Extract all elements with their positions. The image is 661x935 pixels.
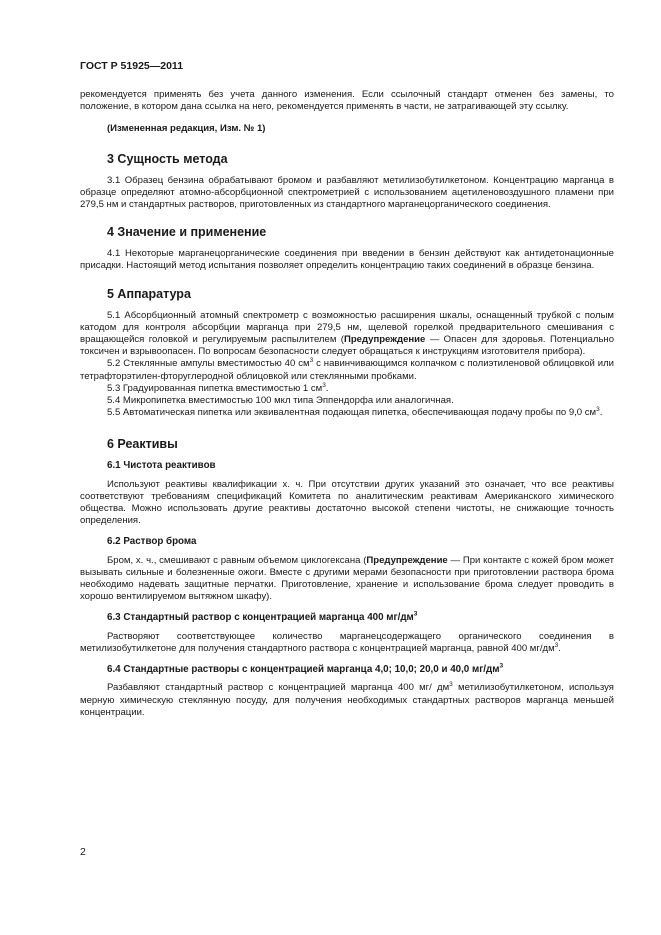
section-6-title: 6 Реактивы: [107, 437, 178, 452]
document-body: [80, 89, 614, 719]
section-5-5: 5.5 Автоматическая пипетка или эквивалентная подающая пипетка, обеспечивающая подачу пробы по 9,0 $см^3$.: [107, 406, 603, 419]
section-6-2-title: 6.2 Раствор брома: [107, 536, 197, 548]
section-5-1: 5.1 Абсорбционный атомный спектрометр с возможностью расширения шкалы, оснащенный трубкой с полым катодом для контроля абсорбции марганца при 279,5 нм, щелевой горелкой предварительного смешивания с вращающейся головкой и регулируемым распылителем (Предупреждение — Опасен для здоровья. Потенциально токсичен и взрывоопасен. По вопросам безопасности следует обращаться к инструкциям изготовителя прибора).: [80, 309, 614, 358]
page-number: 2: [80, 846, 86, 858]
section-6-1-title: 6.1 Чистота реактивов: [107, 460, 216, 472]
section-4-title: 4 Значение и применение: [107, 225, 267, 240]
section-6-3-title: 6.3 Стандартный раствор с концентрацией марганца 400 $мг/дм^3$: [107, 611, 418, 624]
section-5-title: 5 Аппаратура: [107, 286, 191, 301]
section-3-title: 3 Сущность метода: [107, 151, 228, 166]
section-5-2: 5.2 Стеклянные ампулы вместимостью 40 $см^3$ с навинчивающимся колпачком с полиэтиленовой облицовкой или тетрафторэтилен-фторуглеродной облицовкой или стеклянными пробками.: [80, 357, 614, 382]
section-6-3-text: Растворяют соответствующее количество марганецсодержащего органического соединения в метилизобутилкетоне для получения стандартного раствора с концентрацией марганца, равной 400 $мг/дм^3$.: [80, 630, 614, 654]
section-4-1: 4.1 Некоторые марганецорганические соединения при введении в бензин действуют как антидетонационные присадки. Настоящий метод испытания позволяет определить концентрацию таких соединений в образце бензина.: [80, 248, 614, 272]
document-header: ГОСТ Р 51925—2011: [80, 60, 184, 72]
section-6-4-title: 6.4 Стандартные растворы с концентрацией марганца 4,0; 10,0; 20,0 и 40,0 $мг/дм^3$: [107, 662, 504, 676]
section-5-3: 5.3 Градуированная пипетка вместимостью 1 $см^3$.: [107, 381, 329, 394]
section-5-4: 5.4 Микропипетка вместимостью 100 мкл типа Эппендорфа или аналогичная.: [107, 395, 454, 407]
section-6-4-text: Разбавляют стандартный раствор с концентрацией марганца 400 мг/ $дм^3$ метилизобутилкетоном, используя мерную химическую стеклянную посуду, для получения необходимых стандартных растворов марганца меньшей концентрации.: [80, 681, 614, 718]
section-6-1-text: Используют реактивы квалификации х. ч. При отсутствии других указаний это означает, что все реактивы соответствуют требованиям спецификаций Комитета по аналитическим реактивам Американского химического общества. Можно использовать другие реактивы достаточно высокой степени чистоты, не снижающие точность определения.: [80, 478, 614, 527]
intro-paragraph: рекомендуется применять без учета данного изменения. Если ссылочный стандарт отменен без замены, то положение, в котором дана ссылка на него, рекомендуется применять в части, не затрагивающей эту ссылку.: [80, 89, 614, 113]
amendment-note: (Измененная редакция, Изм. № 1): [107, 123, 266, 135]
section-3-1: 3.1 Образец бензина обрабатывают бромом и разбавляют метилизобутилкетоном. Концентрацию марганца в образце определяют атомно-абсорбционной спектрометрией с использованием ацетиленовоздушного пламени при 279,5 нм и стандартных растворов, приготовленных из стандартного марганецорганического соединения.: [80, 174, 614, 211]
section-6-2-text: Бром, х. ч., смешивают с равным объемом циклогексана (Предупреждение — При контакте с кожей бром может вызывать сильные и болезненные ожоги. Вместе с другими мерами безопасности при приготовлении раствора брома необходимо надевать защитные перчатки. Приготовление, хранение и использование брома следует проводить в хорошо вентилируемом вытяжном шкафу).: [80, 554, 614, 603]
